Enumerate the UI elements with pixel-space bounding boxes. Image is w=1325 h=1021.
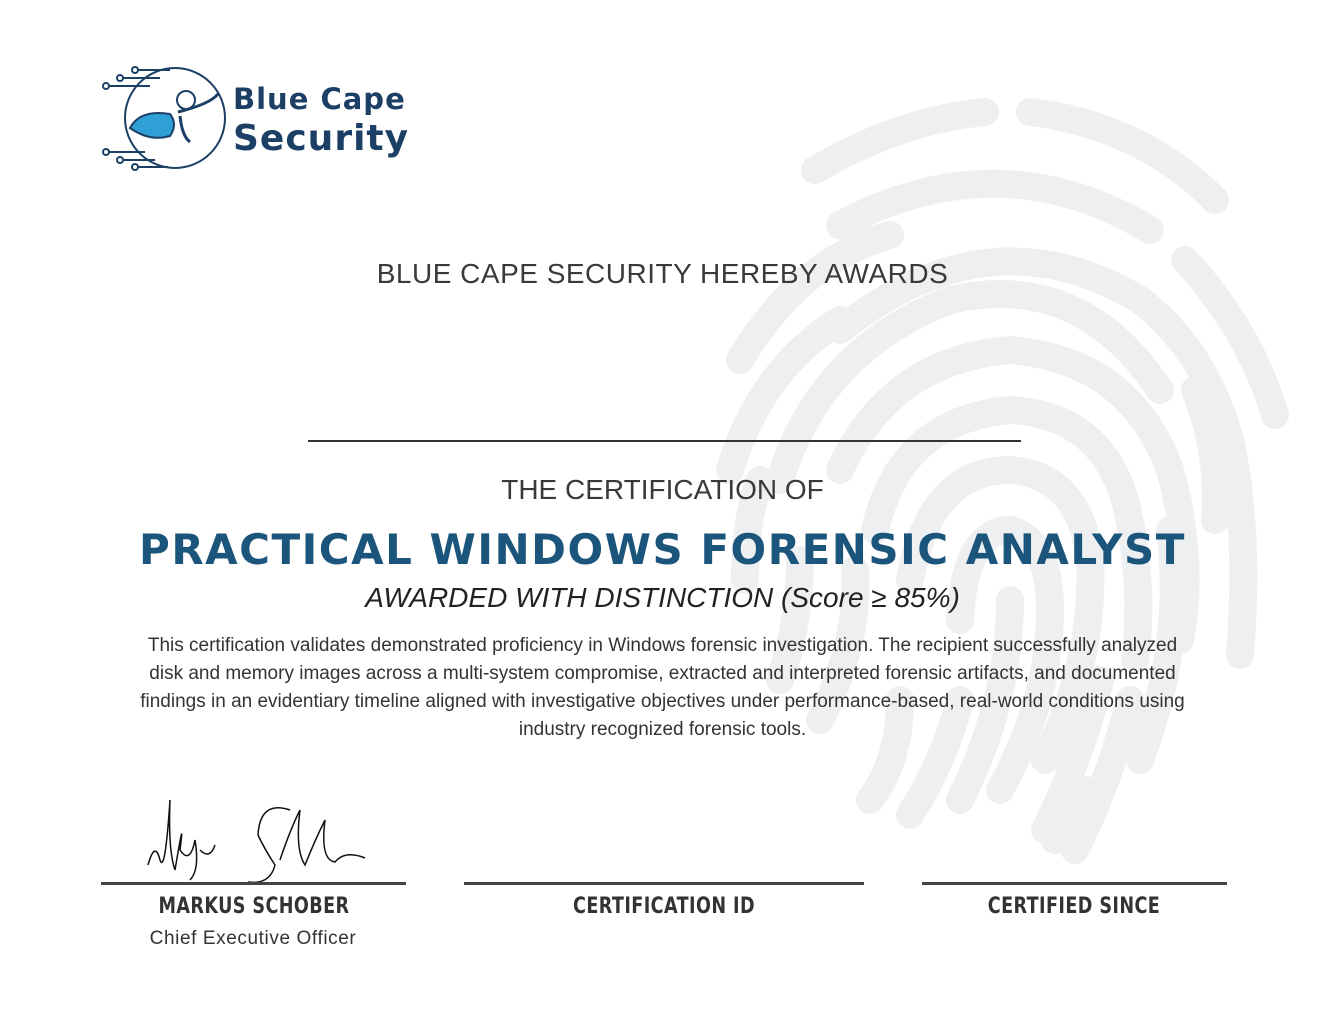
logo-emblem-icon [100, 64, 230, 174]
certified-since-label: CERTIFIED SINCE [987, 894, 1161, 919]
signer-name: MARKUS SCHOBER [158, 894, 350, 919]
logo-text-line1: Blue Cape [233, 82, 406, 116]
certified-since-line [922, 882, 1227, 885]
certification-title: PRACTICAL WINDOWS FORENSIC ANALYST [139, 525, 1186, 574]
awards-heading: BLUE CAPE SECURITY HEREBY AWARDS [376, 258, 949, 289]
recipient-name-line [308, 440, 1021, 442]
signature-image [140, 790, 370, 885]
distinction-text: AWARDED WITH DISTINCTION (Score ≥ 85%) [365, 582, 960, 613]
company-logo [100, 64, 440, 174]
logo-text-line2: Security [233, 118, 410, 159]
certification-id-label: CERTIFICATION ID [573, 894, 755, 919]
certification-description: This certification validates demonstrated proficiency in Windows forensic investigation. The recipient successfully analyzed disk and memory images across a multi-system compromise, extracted and interpreted forensic artifacts, and documented findings in an evidentiary timeline aligned with investigative objectives under performance-based, real-world conditions using industry recognized forensic tools. [140, 635, 1185, 740]
certification-intro: THE CERTIFICATION OF [501, 474, 824, 505]
signer-signature-line [101, 882, 406, 885]
signer-role: Chief Executive Officer [149, 928, 357, 949]
certification-id-line [464, 882, 864, 885]
